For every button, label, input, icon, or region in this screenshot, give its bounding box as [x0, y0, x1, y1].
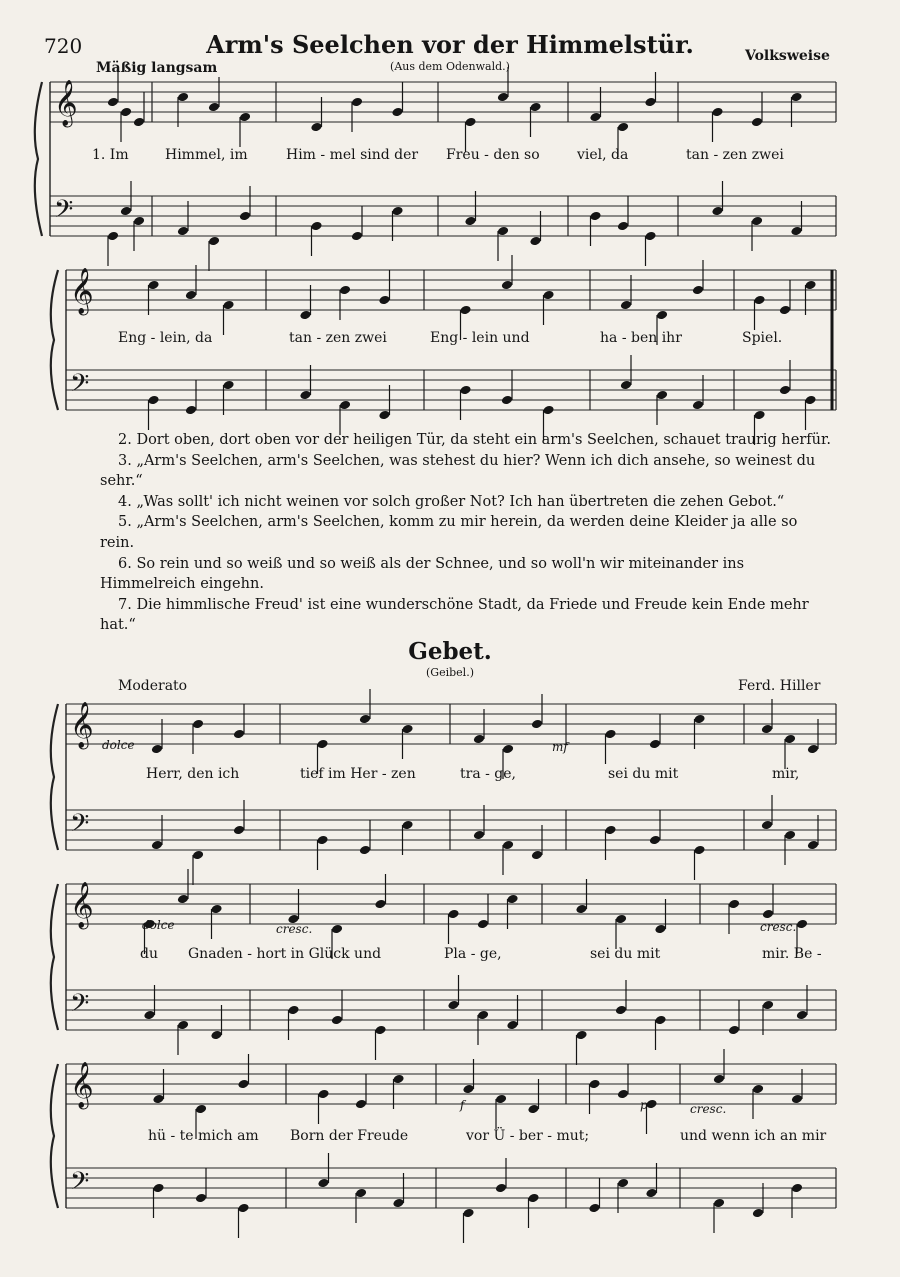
song2-lyric: Pla - ge,: [444, 946, 502, 962]
note-head: [299, 390, 311, 401]
song2-lyric: Gnaden - hort in Glück und: [188, 946, 382, 962]
note-head: [459, 305, 471, 316]
note-head: [617, 1178, 629, 1189]
note-head: [310, 221, 322, 232]
song2-title: Gebet.: [408, 638, 492, 665]
note-head: [617, 1089, 629, 1100]
song2-source: (Geibel.): [426, 666, 474, 679]
song2-lyric: tief im Her - zen: [300, 766, 416, 782]
treble-clef: 𝄞: [54, 80, 78, 126]
song1-lyric: Eng - lein und: [430, 330, 530, 346]
note-head: [617, 122, 629, 133]
note-head: [713, 1198, 725, 1209]
note-head: [807, 744, 819, 755]
note-head: [222, 300, 234, 311]
note-head: [195, 1104, 207, 1115]
note-head: [542, 290, 554, 301]
song2-lyric: sei du mit: [608, 766, 679, 782]
note-head: [208, 236, 220, 247]
dynamic-mark: p: [640, 1098, 648, 1112]
note-head: [355, 1188, 367, 1199]
note-head: [355, 1099, 367, 1110]
note-head: [147, 280, 159, 291]
note-head: [656, 310, 668, 321]
note-head: [752, 1084, 764, 1095]
note-head: [779, 385, 791, 396]
verse: 4. „Was sollt' ich nicht weinen vor solch großer Not? Ich han übertreten die zehen Gebot.“: [118, 493, 785, 510]
song2-lyric: und wenn ich an mir: [680, 1128, 827, 1144]
note-head: [527, 1193, 539, 1204]
note-head: [497, 226, 509, 237]
note-head: [152, 1094, 164, 1105]
note-head: [804, 280, 816, 291]
brace: [51, 270, 58, 410]
note-head: [506, 894, 518, 905]
note-head: [752, 1208, 764, 1219]
note-head: [644, 97, 656, 108]
note-head: [233, 825, 245, 836]
note-head: [762, 1000, 774, 1011]
note-head: [542, 405, 554, 416]
note-head: [210, 904, 222, 915]
song1-source: (Aus dem Odenwald.): [390, 60, 510, 73]
note-head: [310, 122, 322, 133]
note-head: [208, 102, 220, 113]
note-head: [192, 719, 204, 730]
song1-lyric: tan - zen zwei: [686, 147, 784, 163]
note-head: [617, 221, 629, 232]
song2-lyric: sei du mit: [590, 946, 661, 962]
note-head: [604, 729, 616, 740]
note-head: [464, 216, 476, 227]
note-head: [693, 845, 705, 856]
note-head: [151, 840, 163, 851]
treble-clef: 𝄞: [70, 882, 94, 928]
note-head: [317, 1178, 329, 1189]
note-head: [331, 924, 343, 935]
song2-lyric: Herr, den ich: [146, 766, 240, 782]
note-head: [495, 1183, 507, 1194]
note-head: [222, 380, 234, 391]
note-head: [378, 410, 390, 421]
note-head: [185, 405, 197, 416]
song1-tempo: Mäßig langsam: [96, 60, 218, 76]
note-head: [447, 1000, 459, 1011]
note-head: [645, 1188, 657, 1199]
bass-clef: 𝄢: [70, 369, 90, 404]
song1-verses: [100, 430, 836, 636]
dynamic-mark: mf: [552, 740, 568, 754]
note-head: [147, 395, 159, 406]
bass-clef: 𝄢: [70, 809, 90, 844]
note-head: [692, 285, 704, 296]
note-head: [779, 305, 791, 316]
note-head: [762, 909, 774, 920]
note-head: [529, 102, 541, 113]
song1-lyric: Spiel.: [742, 330, 783, 346]
treble-clef: 𝄞: [70, 1062, 94, 1108]
note-head: [615, 914, 627, 925]
note-head: [374, 1025, 386, 1036]
note-head: [589, 112, 601, 123]
note-head: [804, 395, 816, 406]
song2-lyric: du: [140, 946, 158, 962]
note-head: [392, 1198, 404, 1209]
note-head: [807, 840, 819, 851]
note-head: [351, 97, 363, 108]
note-head: [649, 739, 661, 750]
note-head: [506, 1020, 518, 1031]
song1-composer: Volksweise: [745, 48, 830, 64]
note-head: [120, 206, 132, 217]
note-head: [462, 1208, 474, 1219]
note-head: [473, 734, 485, 745]
note-head: [654, 1015, 666, 1026]
note-head: [133, 216, 145, 227]
note-head: [711, 206, 723, 217]
note-head: [502, 744, 514, 755]
song2-lyric: tra - ge,: [460, 766, 516, 782]
note-head: [796, 1010, 808, 1021]
dynamic-mark: dolce: [102, 738, 135, 752]
note-head: [531, 719, 543, 730]
note-head: [151, 744, 163, 755]
note-head: [317, 1089, 329, 1100]
note-head: [378, 295, 390, 306]
song1-lyric: Freu - den so: [446, 147, 540, 163]
song2-composer: Ferd. Hiller: [738, 678, 821, 694]
note-head: [589, 211, 601, 222]
note-head: [644, 231, 656, 242]
note-head: [233, 729, 245, 740]
song1-lyric: Eng - lein, da: [118, 330, 213, 346]
note-head: [374, 899, 386, 910]
note-head: [339, 400, 351, 411]
note-head: [133, 117, 145, 128]
note-head: [152, 1183, 164, 1194]
note-head: [711, 107, 723, 118]
note-head: [728, 1025, 740, 1036]
note-head: [656, 390, 668, 401]
note-head: [107, 231, 119, 242]
note-head: [649, 835, 661, 846]
note-head: [391, 107, 403, 118]
note-head: [316, 739, 328, 750]
note-head: [575, 1030, 587, 1041]
note-head: [692, 400, 704, 411]
note-head: [791, 1094, 803, 1105]
bass-clef: 𝄢: [54, 195, 74, 230]
note-head: [464, 117, 476, 128]
note-head: [497, 92, 509, 103]
note-head: [239, 112, 251, 123]
note-head: [462, 1084, 474, 1095]
note-head: [331, 1015, 343, 1026]
verse: 6. So rein und so weiß und so weiß als der Schnee, und so woll'n wir miteinander ins Himmelreich eingehn.: [100, 555, 745, 593]
note-head: [401, 820, 413, 831]
song1-lyric: viel, da: [577, 147, 629, 163]
note-head: [359, 845, 371, 856]
note-head: [501, 280, 513, 291]
song1-lyric: Himmel, im: [165, 147, 248, 163]
dynamic-mark: dolce: [142, 918, 175, 932]
note-head: [351, 231, 363, 242]
note-head: [784, 734, 796, 745]
note-head: [604, 825, 616, 836]
note-head: [447, 909, 459, 920]
note-head: [529, 236, 541, 247]
song2-tempo: Moderato: [118, 678, 188, 694]
dynamic-mark: f: [460, 1098, 465, 1112]
note-head: [790, 226, 802, 237]
note-head: [527, 1104, 539, 1115]
verse: 3. „Arm's Seelchen, arm's Seelchen, was stehest du hier? Wenn ich dich ansehe, so weinest du sehr.“: [100, 452, 816, 490]
note-head: [620, 380, 632, 391]
treble-clef: 𝄞: [70, 268, 94, 314]
note-head: [502, 840, 514, 851]
song2-lyric: hü - te mich am: [148, 1128, 259, 1144]
note-head: [501, 395, 513, 406]
note-head: [195, 1193, 207, 1204]
page-number: 720: [44, 34, 83, 58]
note-head: [575, 904, 587, 915]
dynamic-mark: cresc.: [690, 1102, 727, 1116]
note-head: [751, 216, 763, 227]
song2-lyric: vor Ü - ber - mut;: [466, 1128, 590, 1144]
note-head: [185, 290, 197, 301]
brace: [51, 1064, 58, 1208]
note-head: [693, 714, 705, 725]
note-head: [531, 850, 543, 861]
note-head: [477, 919, 489, 930]
song2-lyric: Born der Freude: [290, 1128, 409, 1144]
note-head: [177, 1020, 189, 1031]
note-head: [177, 92, 189, 103]
brace: [51, 704, 58, 850]
note-head: [588, 1203, 600, 1214]
verse: 7. Die himmlische Freud' ist eine wunderschöne Stadt, da Friede und Freude kein Ende mehr hat.“: [100, 596, 809, 634]
song1-lyric: tan - zen zwei: [289, 330, 387, 346]
dynamic-mark: cresc.: [760, 920, 797, 934]
dynamic-mark: cresc.: [276, 922, 313, 936]
note-head: [495, 1094, 507, 1105]
note-head: [391, 206, 403, 217]
note-head: [339, 285, 351, 296]
note-head: [761, 724, 773, 735]
note-head: [107, 97, 119, 108]
song1-title: Arm's Seelchen vor der Himmelstür.: [206, 30, 694, 59]
note-head: [192, 850, 204, 861]
note-head: [784, 830, 796, 841]
note-head: [761, 820, 773, 831]
note-head: [299, 310, 311, 321]
song1-lyric: 1. Im: [92, 147, 129, 163]
note-head: [459, 385, 471, 396]
note-head: [477, 1010, 489, 1021]
note-head: [473, 830, 485, 841]
note-head: [237, 1203, 249, 1214]
brace: [35, 82, 42, 236]
note-head: [713, 1074, 725, 1085]
note-head: [239, 211, 251, 222]
note-head: [790, 92, 802, 103]
note-head: [316, 835, 328, 846]
brace: [51, 884, 58, 1030]
note-head: [359, 714, 371, 725]
bass-clef: 𝄢: [70, 1167, 90, 1202]
note-head: [791, 1183, 803, 1194]
note-head: [177, 226, 189, 237]
note-head: [392, 1074, 404, 1085]
note-head: [120, 107, 132, 118]
note-head: [210, 1030, 222, 1041]
note-head: [753, 295, 765, 306]
bass-clef: 𝄢: [70, 989, 90, 1024]
song1-lyric: Him - mel sind der: [286, 147, 419, 163]
song1-lyric: ha - ben ihr: [600, 330, 682, 346]
song2-lyric: mir,: [772, 766, 800, 782]
note-head: [753, 410, 765, 421]
note-head: [615, 1005, 627, 1016]
note-head: [143, 1010, 155, 1021]
note-head: [401, 724, 413, 735]
note-head: [620, 300, 632, 311]
note-head: [796, 919, 808, 930]
verse: 2. Dort oben, dort oben vor der heiligen Tür, da steht ein arm's Seelchen, schauet traurig herfür.: [118, 432, 831, 448]
note-head: [287, 1005, 299, 1016]
song2-lyric: mir. Be -: [762, 946, 822, 962]
note-head: [654, 924, 666, 935]
note-head: [751, 117, 763, 128]
note-head: [588, 1079, 600, 1090]
note-head: [237, 1079, 249, 1090]
note-head: [728, 899, 740, 910]
verse: 5. „Arm's Seelchen, arm's Seelchen, komm zu mir herein, da werden deine Kleider ja alle so rein.: [100, 514, 798, 551]
note-head: [177, 894, 189, 905]
treble-clef: 𝄞: [70, 702, 94, 748]
